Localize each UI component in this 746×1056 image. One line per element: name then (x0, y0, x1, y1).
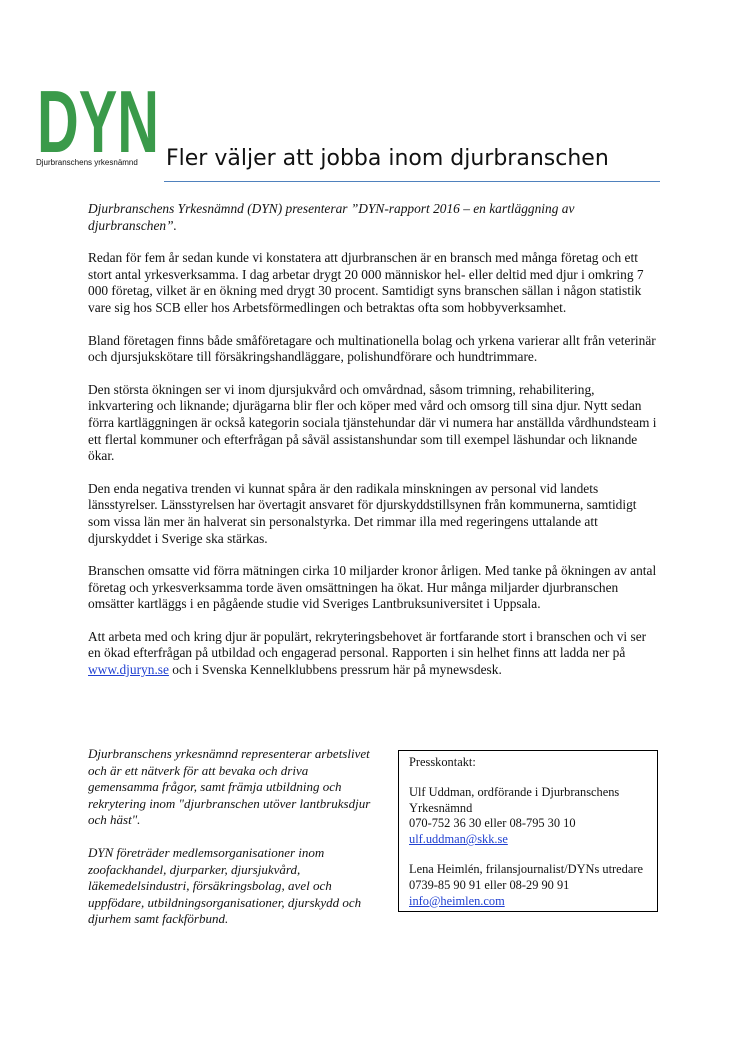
title-underline (164, 181, 660, 182)
paragraph-4: Den enda negativa trenden vi kunnat spåra är den radikala minskningen av personal vid landets länsstyrelser. Länsstyrelsen har övertagit ansvaret för djurskyddstillsynen från kommunerna, samtidigt som vissa län mer än halverat sin personalstyrka. Det rimmar illa med regeringens uttalande att djurskyddet i Sverige ska stärkas. (88, 480, 637, 546)
article-body (88, 201, 660, 695)
djuryn-link[interactable]: www.djuryn.se (88, 662, 169, 678)
contact-1-email-link[interactable]: ulf.uddman@skk.se (409, 832, 508, 847)
about-paragraph-2: DYN företräder medlemsorganisationer inom zoofackhandel, djurparker, djursjukvård, läkemedelsindustri, försäkringsbolag, avel och uppfödare, utbildningsorganisationer, djurskydd och djurhem samt fackförbund. (88, 844, 362, 927)
about-paragraph-1: Djurbranschens yrkesnämnd representerar arbetslivet och är ett nätverk för att bevaka och driva gemensamma frågor, samt främja utbildning och rekrytering inom "djurbranschen utöver lantbruksdjur och häst". (88, 746, 371, 828)
contact-2-name: Lena Heimlén, frilansjournalist/DYNs utredare (409, 861, 643, 876)
paragraph-5: Branschen omsatte vid förra mätningen cirka 10 miljarder kronor årligen. Med tanke på ökningen av antal företag och yrkesverksamma torde även omsättningen ha ökat. Hur många miljarder djurbranschen omsätter kartläggs i en pågående studie vid Sveriges Lantbruksuniversitet i Uppsala. (88, 563, 657, 612)
about-dyn (88, 746, 380, 944)
contact-2-phone: 0739-85 90 91 eller 08-29 90 91 (409, 877, 570, 892)
contact-heading: Presskontakt: (409, 755, 476, 769)
contact-1-name: Ulf Uddman, ordförande i Djurbranschens (409, 784, 620, 799)
dyn-logo (36, 86, 160, 167)
contact-2-email-link[interactable]: info@heimlen.com (409, 893, 505, 908)
paragraph-2: Bland företagen finns både småföretagare och multinationella bolag och yrkena varierar allt från veterinär och djursjukskötare till försäkringshandläggare, polishundförare och hundtrimmare. (88, 332, 656, 365)
paragraph-1: Redan för fem år sedan kunde vi konstatera att djurbranschen är en bransch med många företag och ett stort antal yrkesverksamma. I dag arbetar drygt 20 000 människor hel- eller deltid med djur i omkring 7 000 företag, vilket är en ökning med drygt 30 procent. Samtidigt syns branschen sällan i någon statistik vare sig hos SCB eller hos Arbetsförmedlingen och betraktas ofta som hobbyverksamhet. (88, 250, 644, 315)
paragraph-6-start: Att arbeta med och kring djur är populärt, rekryteringsbehovet är fortfarande stort i branschen och vi ser en ökad efterfrågan på utbildad och engagerad personal. Rapporten i sin helhet finns att ladda ner på (88, 628, 647, 661)
contact-1-phone: 070-752 36 30 eller 08-795 30 10 (409, 816, 576, 831)
press-contact-box (398, 750, 658, 912)
contact-spacer (409, 848, 647, 862)
paragraph-3: Den största ökningen ser vi inom djursjukvård och omvårdnad, såsom trimning, rehabilitering, inkvartering och liknande; djurägarna blir fler och köper med vård och omsorg till sina djur. Nytt sedan förra kartläggningen är också kategorin sociala tjänstehundar där vi numera har anställda vårdhundsteam i ett flertal kommuner och efterfrågan på såväl assistanshundar som till exempel läshundar och liknande ökar. (88, 381, 657, 464)
dyn-logo-mark (36, 86, 160, 156)
page-title: Fler väljer att jobba inom djurbranschen (166, 146, 609, 171)
lead-paragraph: Djurbranschens Yrkesnämnd (DYN) presenterar ”DYN-rapport 2016 – en kartläggning av djurbranschen”. (88, 201, 575, 233)
contact-1-org: Yrkesnämnd (409, 800, 473, 815)
logo-subtitle: Djurbranschens yrkesnämnd (36, 158, 138, 167)
contact-spacer (409, 771, 647, 785)
paragraph-6-end: och i Svenska Kennelklubbens pressrum här på mynewsdesk. (168, 662, 502, 678)
logo-letters: DYN (37, 86, 159, 156)
paragraph-6 (88, 629, 660, 679)
